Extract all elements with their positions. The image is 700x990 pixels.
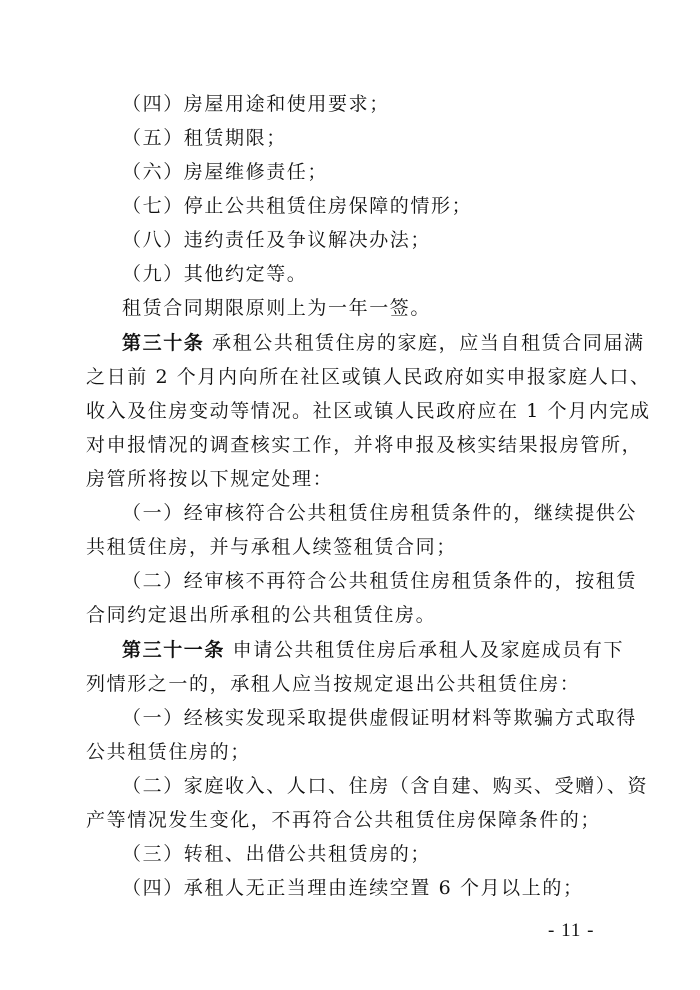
article-30-item-1-line-2: 共租赁住房，并与承租人续签租赁合同； (86, 536, 457, 558)
article-30-line-4: 对申报情况的调查核实工作，并将申报及核实结果报房管所， (86, 434, 643, 456)
article-30-item-1-line-1: （一）经审核符合公共租赁住房租赁条件的，继续提供公 (122, 502, 638, 524)
clause-line-6: （六）房屋维修责任； (122, 161, 329, 183)
article-30-item-2-line-2: 合同约定退出所承租的公共租赁住房。 (86, 604, 437, 626)
clause-line-7: （七）停止公共租赁住房保障的情形； (122, 195, 473, 217)
article-31-item-3-line-1: （三）转租、出借公共租赁房的； (122, 843, 432, 865)
article-31-item-1-line-2: 公共租赁住房的； (86, 741, 251, 763)
article-30-heading: 第三十条 (122, 332, 205, 354)
article-31-item-2-line-1: （二）家庭收入、人口、住房（含自建、购买、受赠）、资 (122, 775, 649, 797)
article-31-text: 申请公共租赁住房后承租人及家庭成员有下 (232, 639, 625, 661)
article-31-heading: 第三十一条 (122, 639, 226, 661)
article-30-line-2: 之日前 2 个月内向所在社区或镇人民政府如实申报家庭人口、 (86, 366, 651, 388)
article-31-line-2: 列情形之一的，承租人应当按规定退出公共租赁住房： (86, 673, 581, 695)
article-31-item-4-line-1: （四）承租人无正当理由连续空置 6 个月以上的； (122, 877, 584, 899)
clause-line-9: （九）其他约定等。 (122, 263, 308, 285)
article-31-item-2-line-2: 产等情况发生变化，不再符合公共租赁住房保障条件的； (86, 809, 602, 831)
clause-line-5: （五）租赁期限； (122, 127, 287, 149)
article-31-item-1-line-1: （一）经核实发现采取提供虚假证明材料等欺骗方式取得 (122, 707, 638, 729)
clause-line-4: （四）房屋用途和使用要求； (122, 93, 390, 115)
article-30-line-5: 房管所将按以下规定处理： (86, 468, 334, 490)
article-30-line-3: 收入及住房变动等情况。社区或镇人民政府应在 1 个月内完成 (86, 400, 651, 422)
article-31-first-line (122, 638, 624, 662)
article-30-text: 承租公共租赁住房的家庭，应当自租赁合同届满 (212, 332, 645, 354)
article-30-first-line (122, 331, 645, 355)
article-30-item-2-line-1: （二）经审核不再符合公共租赁住房租赁条件的，按租赁 (122, 570, 638, 592)
lease-term-line: 租赁合同期限原则上为一年一签。 (122, 297, 432, 319)
page-number: - 11 - (548, 920, 595, 941)
clause-line-8: （八）违约责任及争议解决办法； (122, 229, 432, 251)
